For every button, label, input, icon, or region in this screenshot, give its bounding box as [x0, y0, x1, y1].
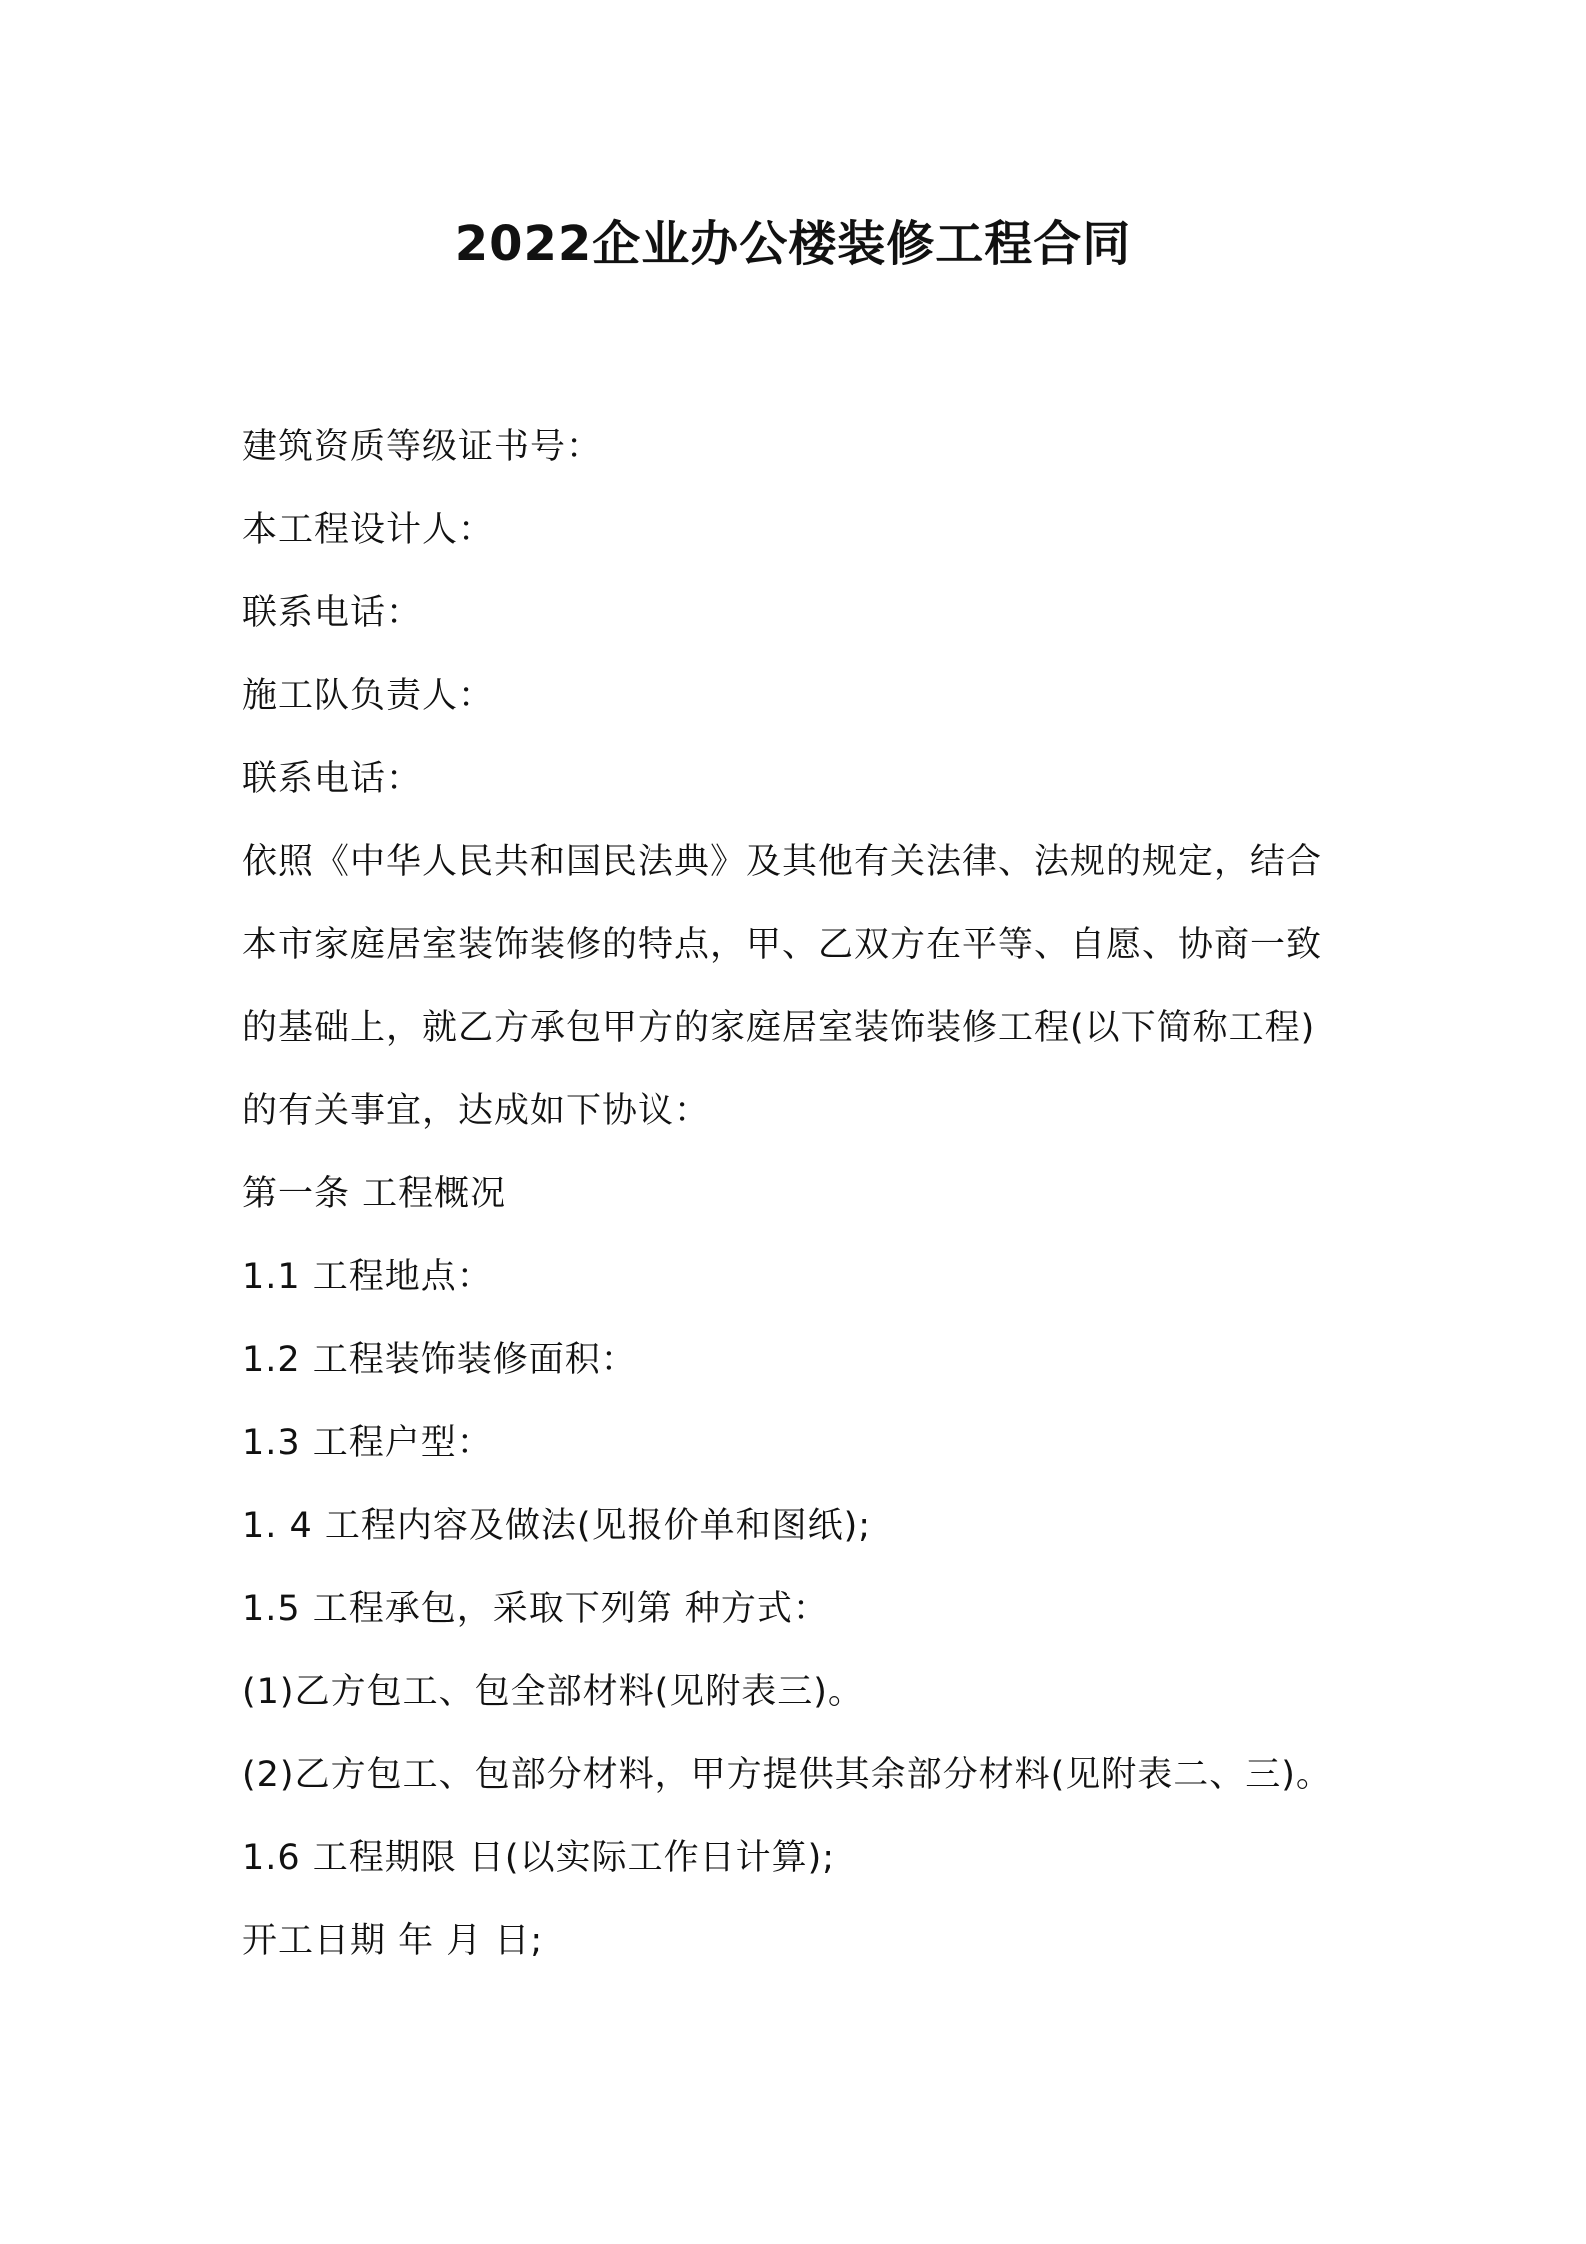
- article-1-heading: 第一条 工程概况: [242, 1174, 507, 1214]
- article-item: 1. 4 工程内容及做法(见报价单和图纸);: [242, 1506, 872, 1546]
- field-crew-leader: 施工队负责人：: [242, 676, 495, 716]
- article-item: 1.1 工程地点：: [242, 1257, 493, 1297]
- preamble-line: 依照《中华人民共和国民法典》及其他有关法律、法规的规定，结合: [242, 842, 1323, 882]
- article-item: (2)乙方包工、包部分材料，甲方提供其余部分材料(见附表二、三)。: [242, 1755, 1332, 1795]
- preamble-line: 的有关事宜，达成如下协议：: [242, 1091, 711, 1131]
- document-body: [242, 406, 1362, 1983]
- article-item: 1.6 工程期限 日(以实际工作日计算);: [242, 1838, 836, 1878]
- article-item: 1.2 工程装饰装修面积：: [242, 1340, 637, 1380]
- article-item: 1.5 工程承包，采取下列第 种方式：: [242, 1589, 829, 1629]
- field-designer-phone: 联系电话：: [242, 593, 423, 633]
- preamble-line: 本市家庭居室装饰装修的特点，甲、乙双方在平等、自愿、协商一致: [242, 925, 1323, 965]
- field-designer: 本工程设计人：: [242, 510, 495, 550]
- document-title: 2022企业办公楼装修工程合同: [454, 216, 1132, 272]
- article-item: 1.3 工程户型：: [242, 1423, 493, 1463]
- preamble-line: 的基础上，就乙方承包甲方的家庭居室装饰装修工程(以下简称工程): [242, 1008, 1316, 1048]
- article-item: 开工日期 年 月 日;: [242, 1921, 544, 1961]
- field-certificate-no: 建筑资质等级证书号：: [242, 427, 603, 467]
- article-item: (1)乙方包工、包全部材料(见附表三)。: [242, 1672, 864, 1712]
- field-crew-phone: 联系电话：: [242, 759, 423, 799]
